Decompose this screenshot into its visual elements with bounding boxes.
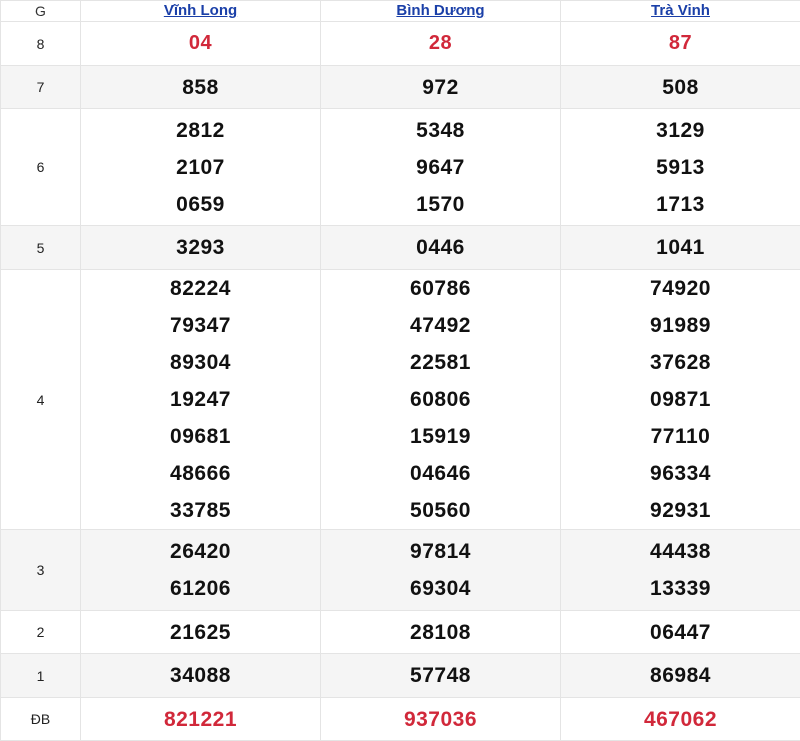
result-cell xyxy=(561,22,800,66)
special-prize-number: 467062 xyxy=(561,701,800,738)
result-cell xyxy=(561,66,800,109)
result-cell xyxy=(81,22,321,66)
result-number: 97814 xyxy=(321,533,560,570)
result-cell xyxy=(81,530,321,611)
result-number: 9647 xyxy=(321,149,560,186)
province-link-tra-vinh[interactable]: Trà Vinh xyxy=(651,2,710,19)
result-number: 82224 xyxy=(81,270,320,307)
result-number: 04 xyxy=(81,25,320,62)
result-cell xyxy=(561,226,800,270)
prize-label: 3 xyxy=(1,530,81,611)
prize-row-1 xyxy=(1,654,800,698)
province-header-tra-vinh xyxy=(561,1,800,22)
result-cell xyxy=(561,530,800,611)
prize-label: ĐB xyxy=(1,698,81,741)
prize-row-5 xyxy=(1,226,800,270)
result-number: 3293 xyxy=(81,229,320,266)
result-number: 09871 xyxy=(561,381,800,418)
result-number: 48666 xyxy=(81,455,320,492)
result-number: 50560 xyxy=(321,492,560,529)
result-number: 57748 xyxy=(321,657,560,694)
result-number: 69304 xyxy=(321,570,560,607)
result-number: 89304 xyxy=(81,344,320,381)
result-number: 77110 xyxy=(561,418,800,455)
result-cell xyxy=(81,109,321,226)
prize-row-8 xyxy=(1,22,800,66)
result-number: 0659 xyxy=(81,186,320,223)
result-number: 60806 xyxy=(321,381,560,418)
result-number: 86984 xyxy=(561,657,800,694)
prize-label: 4 xyxy=(1,270,81,530)
result-number: 91989 xyxy=(561,307,800,344)
result-cell xyxy=(81,226,321,270)
result-number: 96334 xyxy=(561,455,800,492)
result-number: 2812 xyxy=(81,112,320,149)
result-cell xyxy=(81,698,321,741)
result-number: 04646 xyxy=(321,455,560,492)
result-number: 33785 xyxy=(81,492,320,529)
result-cell xyxy=(321,66,561,109)
result-number: 60786 xyxy=(321,270,560,307)
result-cell xyxy=(561,109,800,226)
special-prize-number: 937036 xyxy=(321,701,560,738)
result-number: 1713 xyxy=(561,186,800,223)
result-cell xyxy=(561,654,800,698)
prize-row-7 xyxy=(1,66,800,109)
prize-label: 6 xyxy=(1,109,81,226)
result-number: 1041 xyxy=(561,229,800,266)
province-header-vinh-long xyxy=(81,1,321,22)
prize-label: 7 xyxy=(1,66,81,109)
result-cell xyxy=(321,22,561,66)
result-cell xyxy=(81,611,321,654)
result-cell xyxy=(321,698,561,741)
prize-label: 5 xyxy=(1,226,81,270)
result-cell xyxy=(321,654,561,698)
prize-row-4 xyxy=(1,270,800,530)
result-cell xyxy=(321,109,561,226)
result-number: 06447 xyxy=(561,614,800,651)
prize-row-2 xyxy=(1,611,800,654)
result-cell xyxy=(321,226,561,270)
result-number: 5348 xyxy=(321,112,560,149)
result-number: 13339 xyxy=(561,570,800,607)
result-number: 508 xyxy=(561,69,800,106)
result-cell xyxy=(561,270,800,530)
result-number: 3129 xyxy=(561,112,800,149)
prize-label: 8 xyxy=(1,22,81,66)
result-number: 26420 xyxy=(81,533,320,570)
result-number: 92931 xyxy=(561,492,800,529)
result-number: 22581 xyxy=(321,344,560,381)
province-link-binh-duong[interactable]: Bình Dương xyxy=(396,2,484,19)
prize-row-3 xyxy=(1,530,800,611)
result-cell xyxy=(321,530,561,611)
province-header-binh-duong xyxy=(321,1,561,22)
prize-row-6 xyxy=(1,109,800,226)
result-cell xyxy=(561,611,800,654)
result-number: 44438 xyxy=(561,533,800,570)
result-cell xyxy=(321,270,561,530)
prize-row-special xyxy=(1,698,800,741)
result-cell xyxy=(81,654,321,698)
result-number: 47492 xyxy=(321,307,560,344)
header-row xyxy=(1,1,800,22)
result-number: 37628 xyxy=(561,344,800,381)
result-number: 1570 xyxy=(321,186,560,223)
result-number: 972 xyxy=(321,69,560,106)
result-number: 5913 xyxy=(561,149,800,186)
special-prize-number: 821221 xyxy=(81,701,320,738)
result-number: 0446 xyxy=(321,229,560,266)
result-number: 87 xyxy=(561,25,800,62)
result-cell xyxy=(81,66,321,109)
result-cell xyxy=(321,611,561,654)
result-number: 34088 xyxy=(81,657,320,694)
result-number: 79347 xyxy=(81,307,320,344)
result-number: 28108 xyxy=(321,614,560,651)
result-number: 09681 xyxy=(81,418,320,455)
result-number: 21625 xyxy=(81,614,320,651)
prize-column-header: G xyxy=(1,1,81,22)
result-number: 61206 xyxy=(81,570,320,607)
result-number: 19247 xyxy=(81,381,320,418)
result-number: 2107 xyxy=(81,149,320,186)
result-cell xyxy=(561,698,800,741)
prize-label: 2 xyxy=(1,611,81,654)
result-number: 74920 xyxy=(561,270,800,307)
result-number: 15919 xyxy=(321,418,560,455)
result-number: 858 xyxy=(81,69,320,106)
result-cell xyxy=(81,270,321,530)
province-link-vinh-long[interactable]: Vĩnh Long xyxy=(164,2,237,19)
result-number: 28 xyxy=(321,25,560,62)
prize-label: 1 xyxy=(1,654,81,698)
